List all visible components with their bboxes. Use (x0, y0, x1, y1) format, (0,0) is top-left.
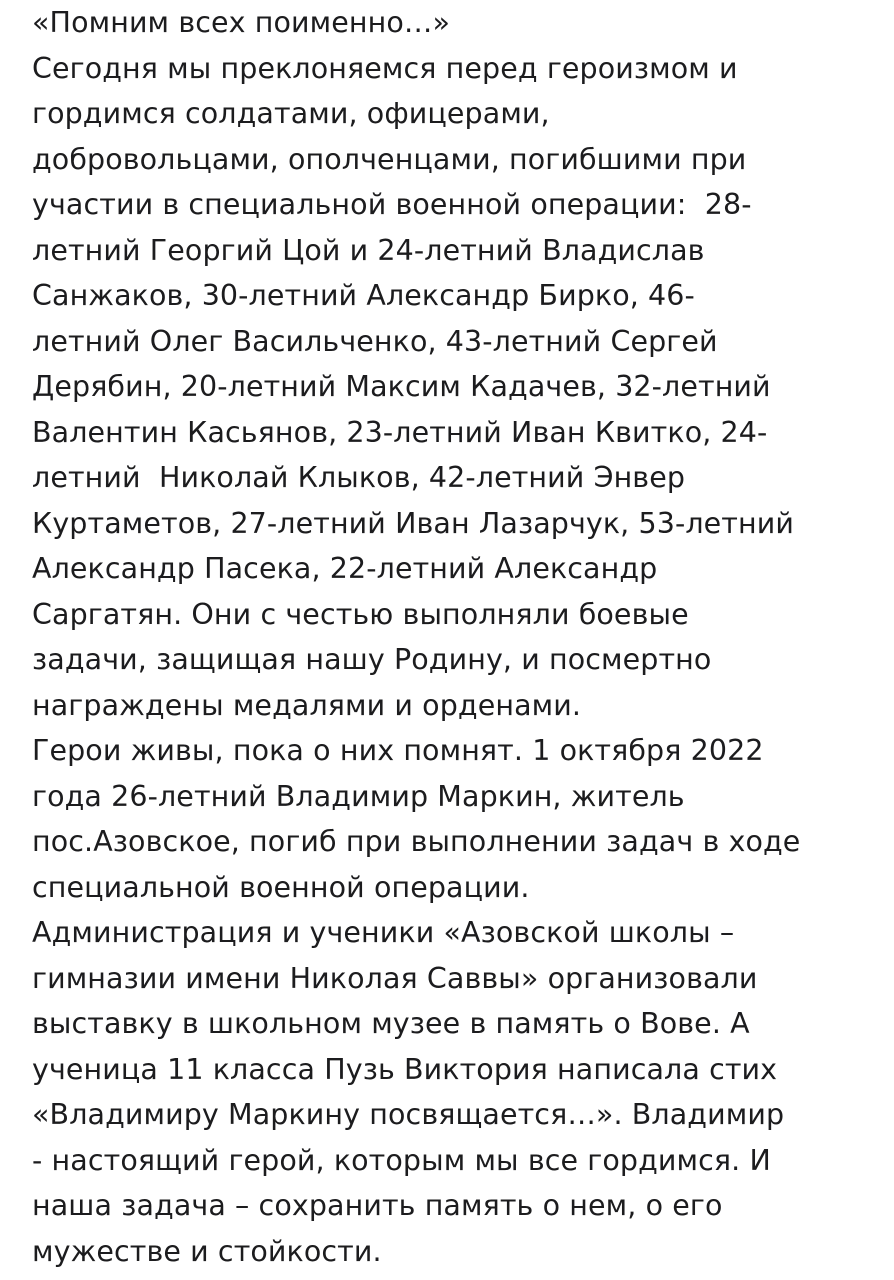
post-line: Дерябин, 20-летний Максим Кадачев, 32-летний (32, 370, 771, 403)
post-line: пос.Азовское, погиб при выполнении задач в ходе (32, 825, 801, 858)
post-line: Куртаметов, 27-летний Иван Лазарчук, 53-летний (32, 506, 794, 540)
post-line: Сегодня мы преклоняемся перед героизмом и (32, 51, 738, 85)
post-line: Герои живы, пока о них помнят. 1 октября 2022 (32, 734, 764, 767)
post-line: «Помним всех поименно…» (32, 6, 451, 39)
post-line: специальной военной операции. (32, 870, 530, 904)
post-line: Саргатян. Они с честью выполняли боевые (32, 597, 689, 631)
post-line: мужестве и стойкости. (32, 1234, 382, 1268)
post-line: наша задача – сохранить память о нем, о его (32, 1189, 723, 1222)
post-line: гордимся солдатами, офицерами, (32, 97, 550, 130)
post-text (32, 0, 882, 1274)
post-line: - настоящий герой, которым мы все гордимся. И (32, 1143, 771, 1177)
post-line: летний Олег Васильченко, 43-летний Сергей (32, 324, 718, 358)
post-line: Александр Пасека, 22-летний Александр (32, 552, 658, 585)
post-line: «Владимиру Маркину посвящается…». Владимир (32, 1098, 785, 1131)
post-line: награждены медалями и орденами. (32, 688, 582, 722)
post-line: Администрация и ученики «Азовской школы – (32, 916, 735, 949)
post-line: летний Николай Клыков, 42-летний Энвер (32, 461, 686, 494)
post-line: участии в специальной военной операции: 28- (32, 188, 752, 221)
post-line: выставку в школьном музее в память о Вове. А (32, 1007, 750, 1040)
post-line: года 26-летний Владимир Маркин, житель (32, 779, 685, 813)
post-line: ученица 11 класса Пузь Виктория написала стих (32, 1052, 778, 1086)
post-line: Валентин Касьянов, 23-летний Иван Квитко, 24- (32, 415, 768, 449)
post-line: задачи, защищая нашу Родину, и посмертно (32, 643, 712, 676)
post-line: гимназии имени Николая Саввы» организовали (32, 961, 758, 995)
post-line: летний Георгий Цой и 24-летний Владислав (32, 233, 705, 267)
post-line: добровольцами, ополченцами, погибшими при (32, 142, 747, 176)
post-line: Санжаков, 30-летний Александр Бирко, 46- (32, 279, 695, 312)
